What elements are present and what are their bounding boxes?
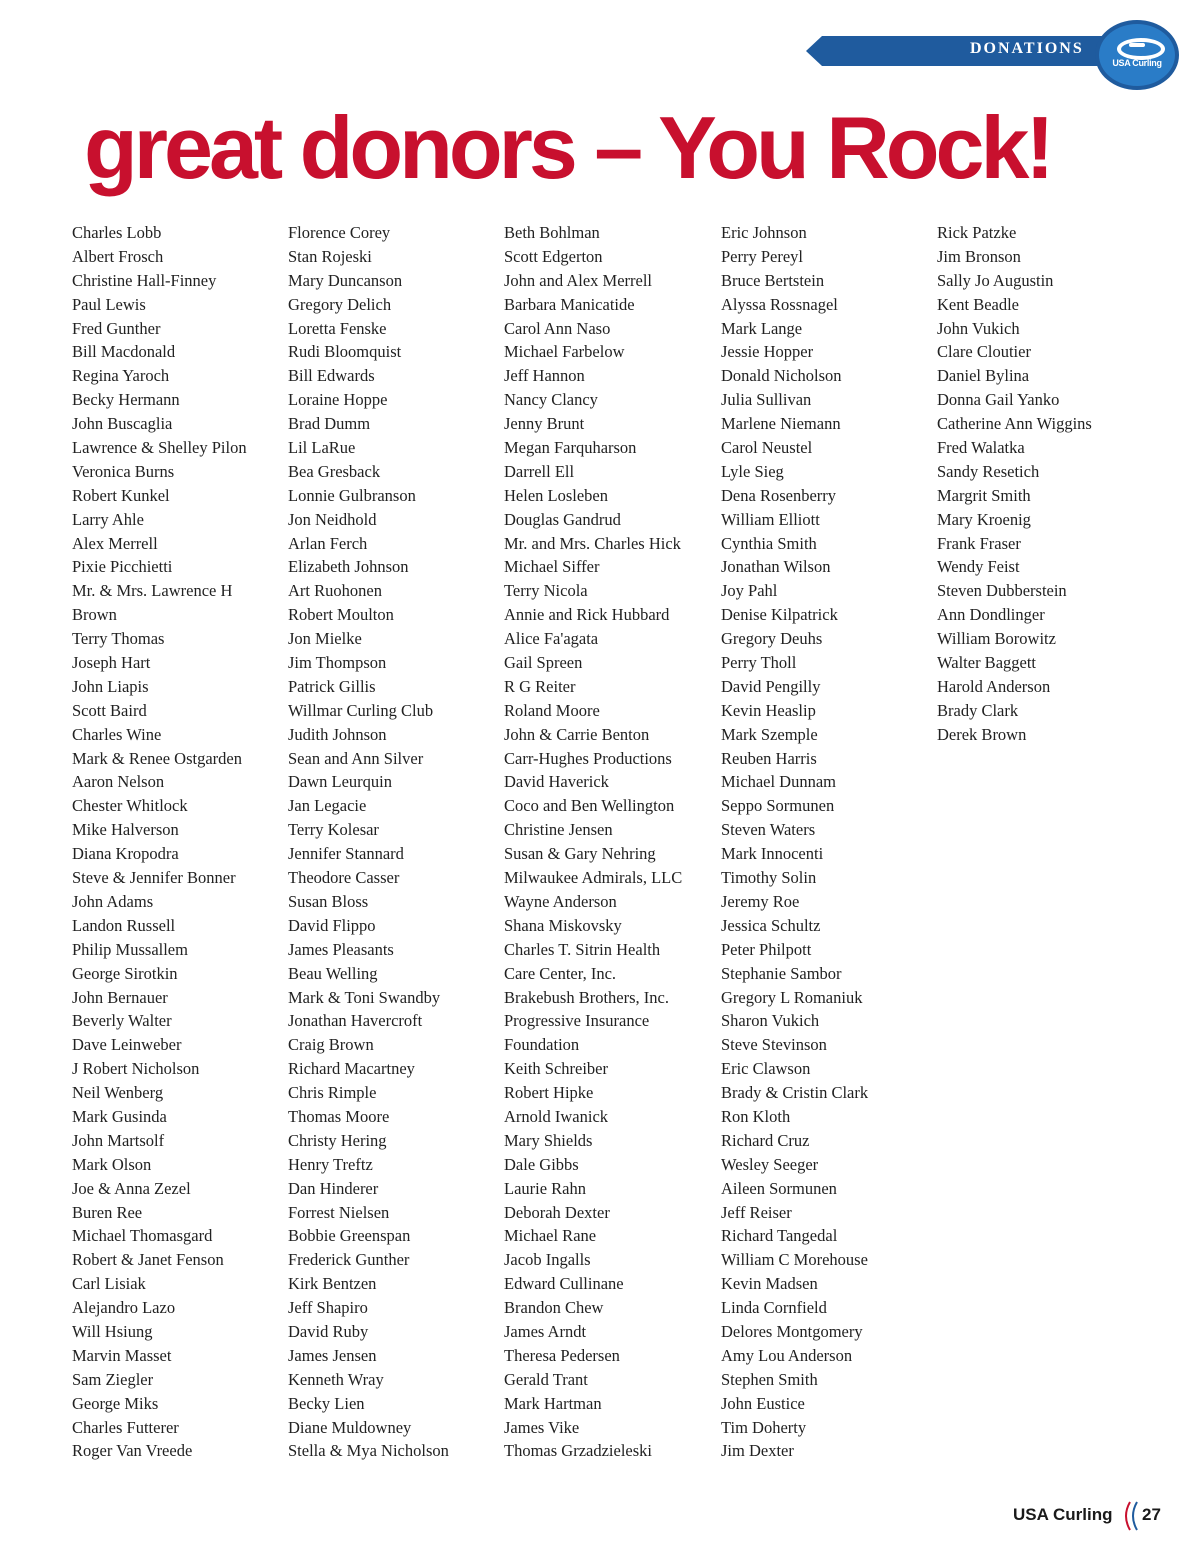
donor-name: Loraine Hoppe <box>288 390 388 410</box>
donor-name: Christine Jensen <box>504 820 613 840</box>
donor-name: Shana Miskovsky <box>504 915 622 935</box>
donor-name: Reuben Harris <box>721 748 817 768</box>
donor-name: Jan Legacie <box>288 796 367 816</box>
donor-name: R G Reiter <box>504 676 576 696</box>
donor-name: John Martsolf <box>72 1130 165 1150</box>
donor-name: Seppo Sormunen <box>721 796 835 816</box>
donor-name: Frederick Gunther <box>288 1250 410 1270</box>
donor-name: John Liapis <box>72 676 149 696</box>
donor-name: John Vukich <box>937 318 1020 338</box>
donor-name: Jonathan Wilson <box>721 557 831 577</box>
donor-name: Gail Spreen <box>504 653 583 673</box>
donor-name: Wendy Feist <box>937 557 1020 577</box>
donor-name: Mr. & Mrs. Lawrence H <box>72 581 233 601</box>
donor-name: Julia Sullivan <box>721 390 812 410</box>
donor-name: Becky Hermann <box>72 390 180 410</box>
donor-name: Dave Leinweber <box>72 1035 182 1055</box>
donor-name: Mike Halverson <box>72 820 179 840</box>
donor-name: Derek Brown <box>937 724 1027 744</box>
donor-name: Aaron Nelson <box>72 772 165 792</box>
donor-name: Kenneth Wray <box>288 1369 384 1389</box>
donor-name: Marlene Niemann <box>721 414 841 434</box>
donor-name: John Eustice <box>721 1393 805 1413</box>
donor-name: Henry Treftz <box>288 1154 373 1174</box>
donor-name: Rick Patzke <box>937 223 1017 242</box>
donor-name: Robert & Janet Fenson <box>72 1250 224 1270</box>
donor-name: Douglas Gandrud <box>504 509 621 529</box>
donor-name: Joe & Anna Zezel <box>72 1178 191 1198</box>
donor-name: Nancy Clancy <box>504 390 598 410</box>
donor-name: Jon Neidhold <box>288 509 377 529</box>
donor-name: Jeff Shapiro <box>288 1298 368 1318</box>
donor-name: Michael Thomasgard <box>72 1226 213 1246</box>
logo-text: USA Curling <box>1112 58 1162 68</box>
donor-name: Brakebush Brothers, Inc. <box>504 987 669 1007</box>
donor-name: Megan Farquharson <box>504 438 637 458</box>
donor-name: Gregory Delich <box>288 294 392 314</box>
donor-name: William C Morehouse <box>721 1250 868 1270</box>
donor-name: Sam Ziegler <box>72 1369 154 1389</box>
donor-name: Kevin Heaslip <box>721 700 816 720</box>
donor-name: Carl Lisiak <box>72 1274 146 1294</box>
donor-name: Brown <box>72 605 117 625</box>
donor-name: Ron Kloth <box>721 1106 791 1126</box>
donor-name: Gregory Deuhs <box>721 629 823 649</box>
donor-name: Linda Cornfield <box>721 1298 827 1318</box>
donor-name: Alejandro Lazo <box>72 1298 176 1318</box>
donor-name: Brad Dumm <box>288 414 371 434</box>
donor-name: Carol Ann Naso <box>504 318 611 338</box>
donor-name: Michael Rane <box>504 1226 597 1246</box>
logo-bar-icon <box>1129 43 1145 47</box>
donor-name: Beverly Walter <box>72 1011 172 1031</box>
donor-name: Roger Van Vreede <box>72 1441 193 1461</box>
donor-name: Charles Futterer <box>72 1417 179 1437</box>
donor-name: Robert Moulton <box>288 605 394 625</box>
donor-name: Landon Russell <box>72 915 176 935</box>
donor-name: Clare Cloutier <box>937 342 1031 362</box>
donor-name: Jon Mielke <box>288 629 362 649</box>
donor-name: Aileen Sormunen <box>721 1178 837 1198</box>
donor-name: Peter Philpott <box>721 939 812 959</box>
donor-name: Catherine Ann Wiggins <box>937 414 1092 434</box>
donor-name: George Sirotkin <box>72 963 178 983</box>
donor-name: Jeff Hannon <box>504 366 585 386</box>
donor-name: William Elliott <box>721 509 820 529</box>
donor-name: Eric Johnson <box>721 223 807 242</box>
donor-name: Gerald Trant <box>504 1369 588 1389</box>
donor-name: Paul Lewis <box>72 294 146 314</box>
donor-name: Judith Johnson <box>288 724 387 744</box>
donor-name: Mark Szemple <box>721 724 818 744</box>
donor-name: Brandon Chew <box>504 1298 604 1318</box>
donor-name: Lil LaRue <box>288 438 356 458</box>
donor-name: David Haverick <box>504 772 609 792</box>
donor-column-5 <box>937 221 1147 747</box>
donor-name: Margrit Smith <box>937 485 1031 505</box>
donor-name: Veronica Burns <box>72 461 175 481</box>
donor-name: Becky Lien <box>288 1393 365 1413</box>
donor-name: Timothy Solin <box>721 868 817 888</box>
donor-name: Jennifer Stannard <box>288 844 404 864</box>
donor-name: Donna Gail Yanko <box>937 390 1060 410</box>
donor-name: Kent Beadle <box>937 294 1020 314</box>
donor-name: Dan Hinderer <box>288 1178 379 1198</box>
donor-name: Helen Losleben <box>504 485 609 505</box>
donor-name: Beth Bohlman <box>504 223 600 242</box>
donor-name: Thomas Grzadzieleski <box>504 1441 652 1461</box>
donor-name: Laurie Rahn <box>504 1178 587 1198</box>
donor-name: Perry Tholl <box>721 653 797 673</box>
donor-name: Harold Anderson <box>937 676 1051 696</box>
donor-name: Jim Dexter <box>721 1441 794 1461</box>
donor-name: Diane Muldowney <box>288 1417 412 1437</box>
donor-name: Scott Baird <box>72 700 147 720</box>
donor-name: David Flippo <box>288 915 376 935</box>
donor-name: Mary Kroenig <box>937 509 1031 529</box>
donor-name: Michael Dunnam <box>721 772 837 792</box>
section-label: DONATIONS <box>970 40 1084 57</box>
donor-name: Larry Ahle <box>72 509 144 529</box>
donor-name: Jeremy Roe <box>721 891 800 911</box>
donor-name: Charles Wine <box>72 724 162 744</box>
donor-name: James Vike <box>504 1417 580 1437</box>
donor-column-2 <box>288 221 498 1463</box>
donor-name: Jenny Brunt <box>504 414 585 434</box>
donor-name: Kirk Bentzen <box>288 1274 377 1294</box>
usa-curling-logo <box>1095 20 1179 90</box>
donor-name: Barbara Manicatide <box>504 294 635 314</box>
donor-name: William Borowitz <box>937 629 1056 649</box>
donor-name: Jim Bronson <box>937 246 1021 266</box>
donor-name: Thomas Moore <box>288 1106 390 1126</box>
donor-name: Charles T. Sitrin Health <box>504 939 661 959</box>
donor-name: Jessie Hopper <box>721 342 814 362</box>
donor-name: Joy Pahl <box>721 581 778 601</box>
curling-brackets-icon <box>1120 1500 1142 1532</box>
donor-name: Mark Innocenti <box>721 844 824 864</box>
donor-name: Carr-Hughes Productions <box>504 748 672 768</box>
donor-name: Stephen Smith <box>721 1369 818 1389</box>
donor-name: Terry Thomas <box>72 629 165 649</box>
donor-name: Susan & Gary Nehring <box>504 844 656 864</box>
donor-name: Christine Hall-Finney <box>72 270 217 290</box>
donor-name: Diana Kropodra <box>72 844 179 864</box>
donor-name: Jonathan Havercroft <box>288 1011 423 1031</box>
donor-name: David Ruby <box>288 1321 369 1341</box>
donor-name: Richard Macartney <box>288 1059 415 1079</box>
donor-name: Jessica Schultz <box>721 915 821 935</box>
donor-name: Edward Cullinane <box>504 1274 624 1294</box>
donor-name: Scott Edgerton <box>504 246 603 266</box>
logo-ring-icon <box>1117 38 1165 60</box>
donor-name: Lawrence & Shelley Pilon <box>72 438 247 458</box>
donor-name: Pixie Picchietti <box>72 557 173 577</box>
donor-name: Kevin Madsen <box>721 1274 818 1294</box>
donor-name: Coco and Ben Wellington <box>504 796 675 816</box>
donor-name: Fred Walatka <box>937 438 1025 458</box>
donor-name: Wayne Anderson <box>504 891 617 911</box>
donor-name: Arlan Ferch <box>288 533 368 553</box>
donor-name: Michael Farbelow <box>504 342 625 362</box>
donor-name: Susan Bloss <box>288 891 369 911</box>
donor-name: Patrick Gillis <box>288 676 376 696</box>
donor-name: Foundation <box>504 1035 580 1055</box>
donor-name: Bobbie Greenspan <box>288 1226 411 1246</box>
donor-name: Albert Frosch <box>72 246 164 266</box>
donor-name: Sandy Resetich <box>937 461 1040 481</box>
donor-name: Milwaukee Admirals, LLC <box>504 868 683 888</box>
donor-name: George Miks <box>72 1393 159 1413</box>
donor-name: Bill Edwards <box>288 366 375 386</box>
donor-name: Mark Hartman <box>504 1393 602 1413</box>
donor-name: Progressive Insurance <box>504 1011 650 1031</box>
donor-column-1 <box>72 221 282 1463</box>
donor-name: John and Alex Merrell <box>504 270 653 290</box>
donor-name: Richard Tangedal <box>721 1226 838 1246</box>
donor-name: Michael Siffer <box>504 557 600 577</box>
donor-name: Craig Brown <box>288 1035 374 1055</box>
donor-name: Brady & Cristin Clark <box>721 1083 869 1103</box>
donor-name: James Arndt <box>504 1321 587 1341</box>
donor-name: Philip Mussallem <box>72 939 188 959</box>
donor-column-4 <box>721 221 931 1463</box>
donor-name: Sally Jo Augustin <box>937 270 1054 290</box>
donor-name: Alice Fa'agata <box>504 629 599 649</box>
donor-name: Sean and Ann Silver <box>288 748 424 768</box>
donor-name: Terry Kolesar <box>288 820 379 840</box>
donor-name: Frank Fraser <box>937 533 1021 553</box>
donor-name: Jacob Ingalls <box>504 1250 591 1270</box>
donor-name: Alyssa Rossnagel <box>721 294 838 314</box>
donor-name: Mark & Toni Swandby <box>288 987 441 1007</box>
donor-name: Wesley Seeger <box>721 1154 819 1174</box>
donor-name: Mark Lange <box>721 318 803 338</box>
donor-name: Dale Gibbs <box>504 1154 579 1174</box>
donor-name: Delores Montgomery <box>721 1321 863 1341</box>
donor-name: Florence Corey <box>288 223 391 242</box>
donor-name: Tim Doherty <box>721 1417 807 1437</box>
donor-name: Robert Hipke <box>504 1083 594 1103</box>
donor-name: Steven Dubberstein <box>937 581 1067 601</box>
donor-name: Jim Thompson <box>288 653 387 673</box>
donor-name: Daniel Bylina <box>937 366 1030 386</box>
donor-name: Ann Dondlinger <box>937 605 1045 625</box>
donor-name: Annie and Rick Hubbard <box>504 605 670 625</box>
donor-name: Marvin Masset <box>72 1345 172 1365</box>
donor-name: Roland Moore <box>504 700 600 720</box>
donor-name: Steve Stevinson <box>721 1035 827 1055</box>
donor-name: Terry Nicola <box>504 581 588 601</box>
page-title: great donors – You Rock! <box>84 98 1051 197</box>
donor-name: Chester Whitlock <box>72 796 188 816</box>
donor-name: Darrell Ell <box>504 461 575 481</box>
donor-name: Care Center, Inc. <box>504 963 617 983</box>
donor-name: Regina Yaroch <box>72 366 170 386</box>
donor-name: Forrest Nielsen <box>288 1202 390 1222</box>
donor-name: John Adams <box>72 891 154 911</box>
donor-name: John Buscaglia <box>72 414 173 434</box>
donor-name: Christy Hering <box>288 1130 387 1150</box>
donor-name: Rudi Bloomquist <box>288 342 402 362</box>
donor-name: James Jensen <box>288 1345 377 1365</box>
donor-name: Eric Clawson <box>721 1059 811 1079</box>
donor-name: Steven Waters <box>721 820 816 840</box>
donor-name: Mary Duncanson <box>288 270 403 290</box>
donor-name: Bruce Bertstein <box>721 270 825 290</box>
donor-name: Jeff Reiser <box>721 1202 792 1222</box>
donor-column-3 <box>504 221 714 1463</box>
donor-name: Alex Merrell <box>72 533 158 553</box>
donor-name: Dawn Leurquin <box>288 772 393 792</box>
donor-name: Keith Schreiber <box>504 1059 609 1079</box>
donor-name: J Robert Nicholson <box>72 1059 200 1079</box>
donor-name: Mark Gusinda <box>72 1106 167 1126</box>
donor-name: Joseph Hart <box>72 653 151 673</box>
donor-name: James Pleasants <box>288 939 394 959</box>
donor-name: Art Ruohonen <box>288 581 382 601</box>
donor-name: Bill Macdonald <box>72 342 176 362</box>
donor-name: Robert Kunkel <box>72 485 170 505</box>
donor-name: Richard Cruz <box>721 1130 810 1150</box>
donor-name: Bea Gresback <box>288 461 381 481</box>
donor-name: Charles Lobb <box>72 223 162 242</box>
donor-name: Loretta Fenske <box>288 318 387 338</box>
donor-name: Mark & Renee Ostgarden <box>72 748 242 768</box>
donor-name: Denise Kilpatrick <box>721 605 838 625</box>
donor-name: Beau Welling <box>288 963 378 983</box>
donor-name: Steve & Jennifer Bonner <box>72 868 236 888</box>
donor-name: Cynthia Smith <box>721 533 817 553</box>
donor-name: John Bernauer <box>72 987 168 1007</box>
donor-name: Dena Rosenberry <box>721 485 837 505</box>
donor-name: Elizabeth Johnson <box>288 557 409 577</box>
donor-name: Theresa Pedersen <box>504 1345 620 1365</box>
donor-name: Brady Clark <box>937 700 1019 720</box>
donor-name: Sharon Vukich <box>721 1011 820 1031</box>
donor-name: Lonnie Gulbranson <box>288 485 416 505</box>
donor-name: Buren Ree <box>72 1202 143 1222</box>
donor-name: Arnold Iwanick <box>504 1106 609 1126</box>
donor-name: Fred Gunther <box>72 318 161 338</box>
donor-name: John & Carrie Benton <box>504 724 650 744</box>
donor-name: Walter Baggett <box>937 653 1037 673</box>
donor-name: Neil Wenberg <box>72 1083 164 1103</box>
donor-name: Stan Rojeski <box>288 246 372 266</box>
footer-brand: USA Curling <box>1013 1505 1113 1524</box>
donor-name: Stephanie Sambor <box>721 963 842 983</box>
donor-name: Carol Neustel <box>721 438 813 458</box>
donor-name: Mark Olson <box>72 1154 152 1174</box>
donor-name: Chris Rimple <box>288 1083 377 1103</box>
donor-name: Donald Nicholson <box>721 366 842 386</box>
donor-name: Theodore Casser <box>288 868 400 888</box>
donor-name: Deborah Dexter <box>504 1202 610 1222</box>
donor-name: Amy Lou Anderson <box>721 1345 853 1365</box>
donor-name: Lyle Sieg <box>721 461 784 481</box>
donor-name: Gregory L Romaniuk <box>721 987 863 1007</box>
donor-name: Mr. and Mrs. Charles Hick <box>504 533 681 553</box>
donor-name: Stella & Mya Nicholson <box>288 1441 449 1461</box>
donor-name: Perry Pereyl <box>721 246 804 266</box>
donor-name: Will Hsiung <box>72 1321 153 1341</box>
donor-name: Mary Shields <box>504 1130 593 1150</box>
donor-name: David Pengilly <box>721 676 821 696</box>
page-number: 27 <box>1142 1505 1161 1524</box>
donor-name: Willmar Curling Club <box>288 700 434 720</box>
